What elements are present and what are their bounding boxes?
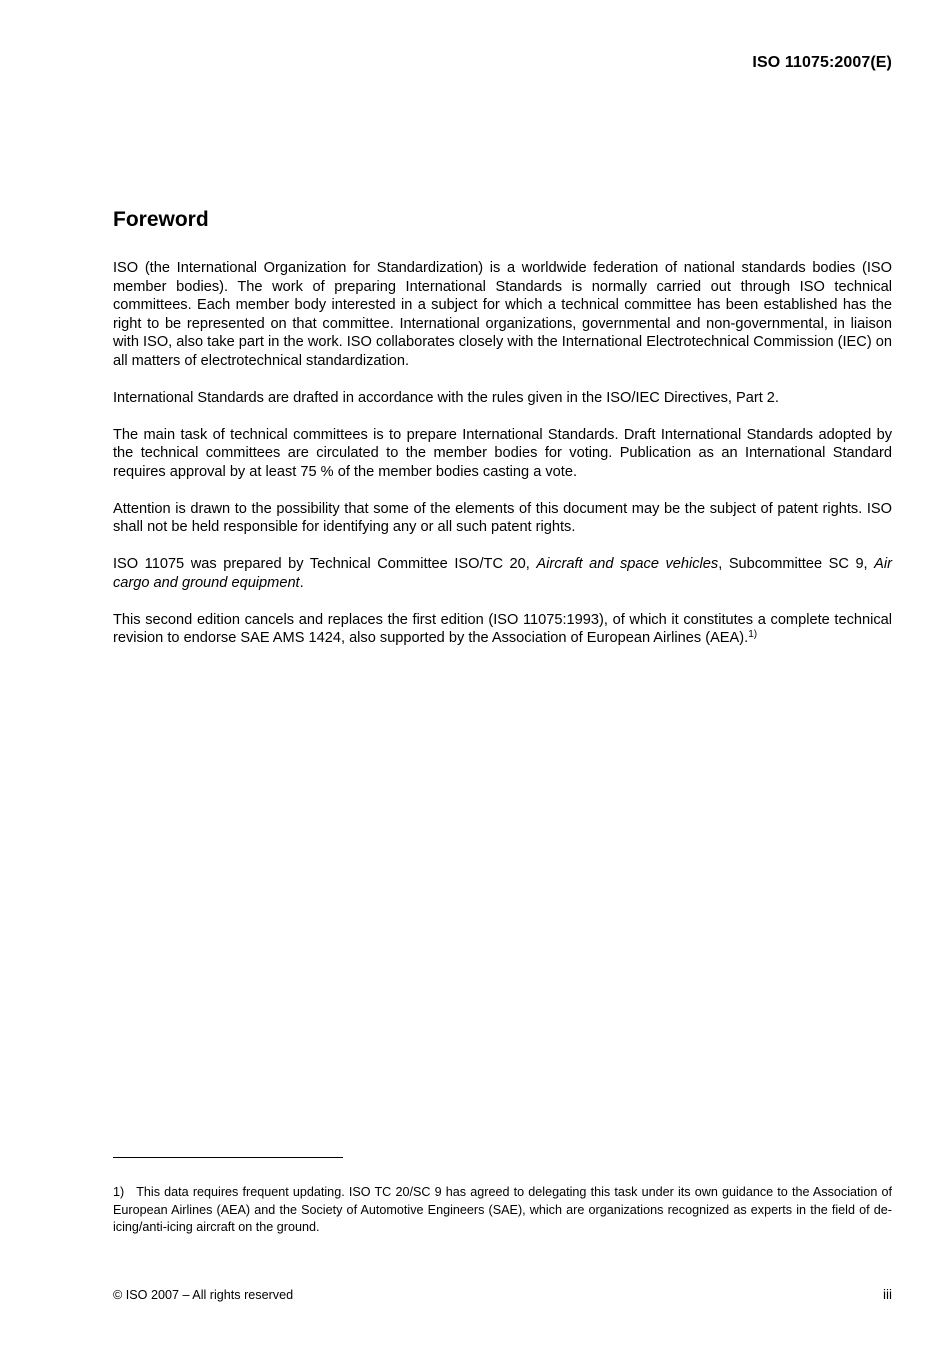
committee-name: Aircraft and space vehicles (536, 556, 719, 572)
prepared-by-text-3: . (299, 574, 304, 591)
page-number: iii (883, 1287, 892, 1302)
paragraph-directives: International Standards are drafted in accordance with the rules given in the ISO/IEC Directives, Part 2. (113, 389, 779, 406)
paragraph-prepared-by (113, 555, 892, 592)
paragraph-edition (113, 611, 892, 648)
paragraph-committee-task: The main task of technical committees is to prepare International Standards. Draft International Standards adopted by the technical committees are circulated to the member bodies for voting. Publication as an International Standard requires approval by at least 75 % of the member bodies casting a vote. (113, 426, 892, 480)
footnote (113, 1184, 892, 1237)
foreword-body (113, 259, 892, 666)
paragraph-iso-federation: ISO (the International Organization for Standardization) is a worldwide federation of national standards bodies (ISO member bodies). The work of preparing International Standards is normally carried out through ISO technical committees. Each member body interested in a subject for which a technical committee has been established has the right to be represented on that committee. International organizations, governmental and non-governmental, in liaison with ISO, also take part in the work. ISO collaborates closely with the International Electrotechnical Commission (IEC) on all matters of electrotechnical standardization. (113, 260, 892, 369)
edition-text: This second edition cancels and replaces the first edition (ISO 11075:1993), of which it constitutes a complete technical revision to endorse SAE AMS 1424, also supported by the Association of European Airlines (AEA). (113, 611, 892, 646)
subcommittee-name: Air cargo and ground equipment (113, 556, 892, 591)
footnote-text: This data requires frequent updating. ISO TC 20/SC 9 has agreed to delegating this task under its own guidance to the Association of European Airlines (AEA) and the Society of Automotive Engineers (SAE), which are organizations recognized as experts in the field of de-icing/anti-icing aircraft on the ground. (113, 1185, 892, 1234)
copyright-notice: © ISO 2007 – All rights reserved (113, 1288, 294, 1302)
paragraph-patent-rights: Attention is drawn to the possibility that some of the elements of this document may be the subject of patent rights. ISO shall not be held responsible for identifying any or all such patent rights. (113, 500, 892, 535)
footnote-reference[interactable]: 1) (748, 629, 758, 640)
prepared-by-text-1: ISO 11075 was prepared by Technical Committee ISO/TC 20, (113, 556, 537, 572)
section-title: Foreword (113, 208, 209, 231)
footnote-number: 1) (113, 1185, 125, 1199)
document-identifier: ISO 11075:2007(E) (752, 54, 892, 71)
footnote-divider (113, 1157, 343, 1158)
prepared-by-text-2: , Subcommittee SC 9, (718, 556, 875, 572)
